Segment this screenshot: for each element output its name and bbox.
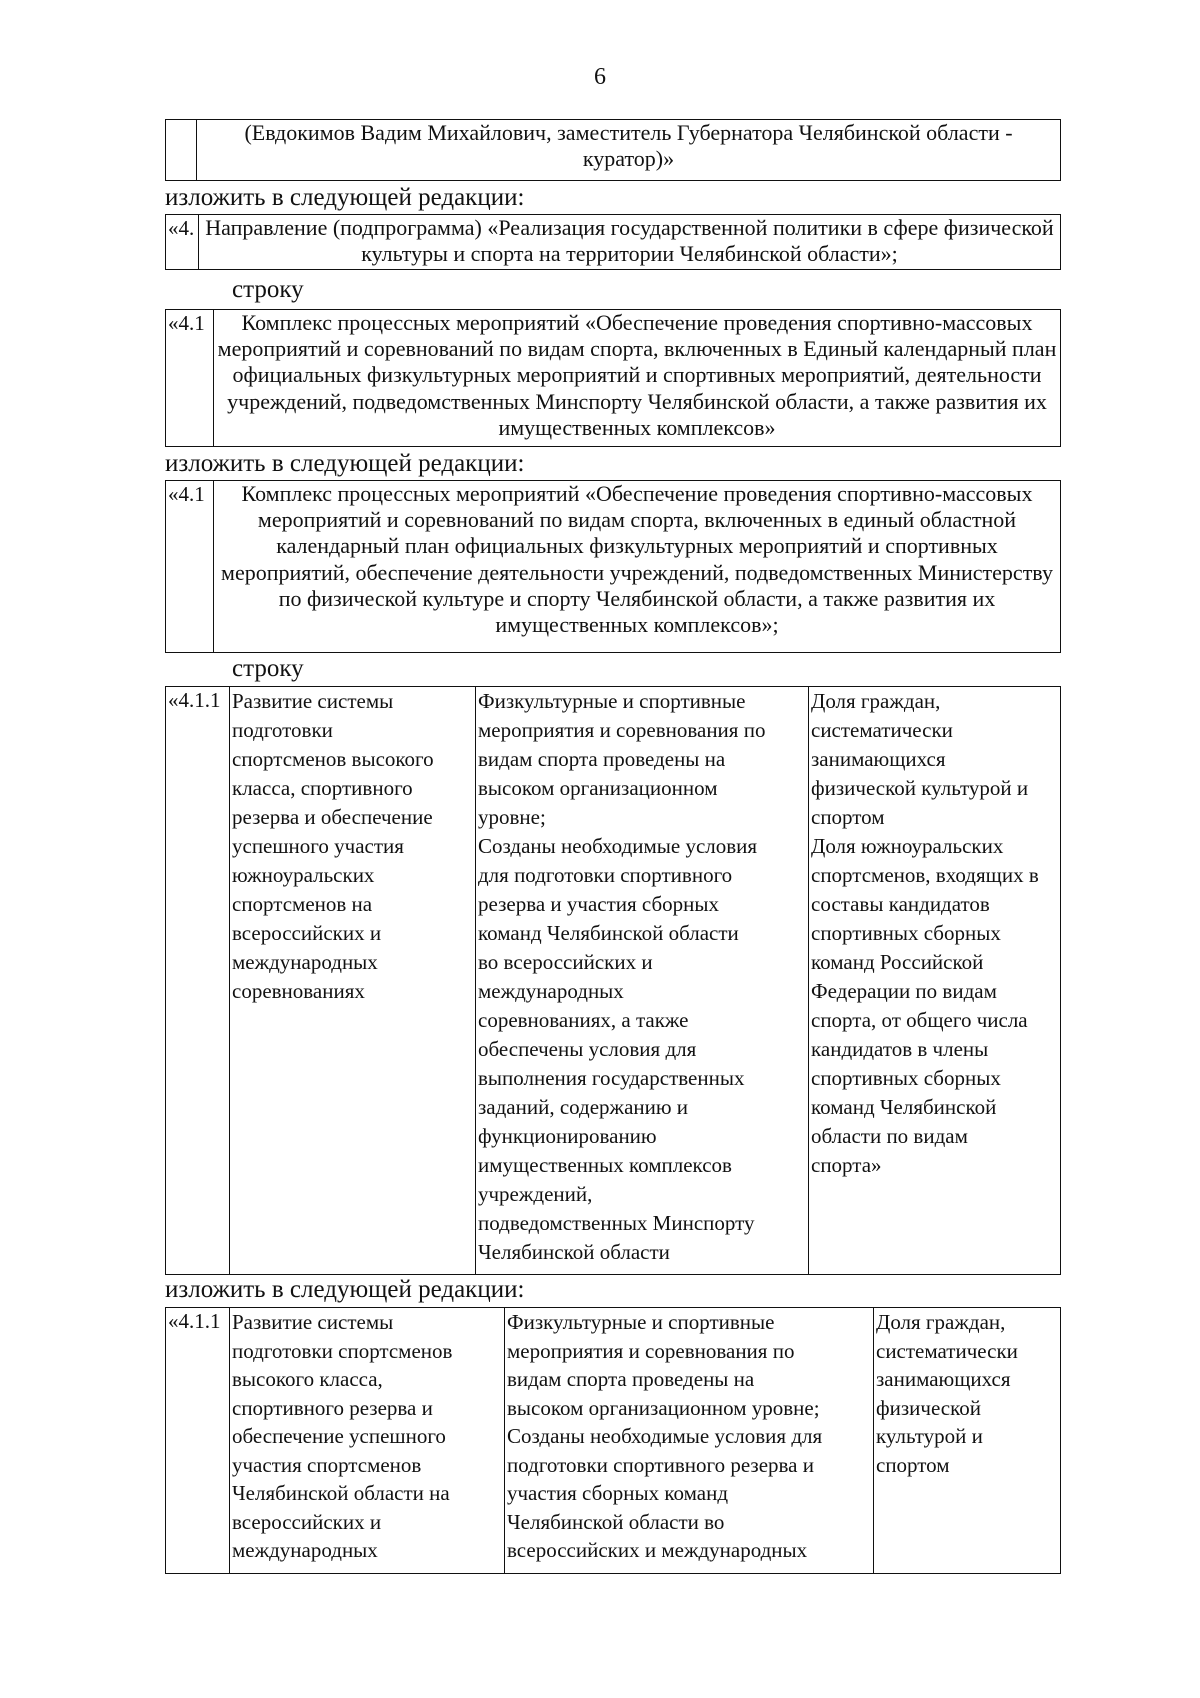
project-new-indicators: Доля граждан, систематически занимающихся физической культурой и спортом bbox=[874, 1308, 1061, 1574]
label-row-2: строку bbox=[232, 655, 304, 682]
project-new-results: Физкультурные и спортивные мероприятия и соревнования по видам спорта проведены на высоком организационном уровне; Созданы необходимые условия для подготовки спортивного резерва и участия сборных команд Челябинской области во всероссийских и международных bbox=[505, 1308, 874, 1574]
heading-revise-1: изложить в следующей редакции: bbox=[165, 184, 525, 211]
direction-number: «4. bbox=[166, 215, 199, 270]
project-old-indicators: Доля граждан, систематически занимающихся физической культурой и спортом Доля южноуральских спортсменов, входящих в составы кандидатов спортивных сборных команд Российской Федерации по видам спорта, от общего числа кандидатов в члены спортивных сборных команд Челябинской области по видам спорта» bbox=[809, 687, 1061, 1275]
curator-text: (Евдокимов Вадим Михайлович, заместитель Губернатора Челябинской области - куратор)» bbox=[197, 120, 1061, 181]
complex-old-table bbox=[165, 309, 1061, 447]
label-row-1: строку bbox=[232, 276, 304, 303]
direction-text: Направление (подпрограмма) «Реализация государственной политики в сфере физической культуры и спорта на территории Челябинской области»; bbox=[199, 215, 1061, 270]
direction-table bbox=[165, 214, 1061, 270]
project-old-results: Физкультурные и спортивные мероприятия и соревнования по видам спорта проведены на высоком организационном уровне; Созданы необходимые условия для подготовки спортивного резерва и участия сборных команд Челябинской области во всероссийских и международных соревнованиях, а также обеспечены условия для выполнения государственных заданий, содержанию и функционированию имущественных комплексов учреждений, подведомственных Минспорту Челябинской области bbox=[476, 687, 809, 1275]
complex-new-text: Комплекс процессных мероприятий «Обеспечение проведения спортивно-массовых мероприятий и соревнований по видам спорта, включенных в единый областной календарный план официальных физкультурных мероприятий и спортивных мероприятий, обеспечение деятельности учреждений, подведомственных Министерству по физической культуре и спорту Челябинской области, а также развития их имущественных комплексов»; bbox=[214, 481, 1061, 653]
complex-new-table bbox=[165, 480, 1061, 653]
complex-new-number: «4.1 bbox=[166, 481, 214, 653]
project-old-number: «4.1.1 bbox=[166, 687, 230, 1275]
heading-revise-3: изложить в следующей редакции: bbox=[165, 1276, 525, 1303]
heading-revise-2: изложить в следующей редакции: bbox=[165, 450, 525, 477]
complex-old-number: «4.1 bbox=[166, 310, 214, 447]
complex-old-text: Комплекс процессных мероприятий «Обеспечение проведения спортивно-массовых мероприятий и соревнований по видам спорта, включенных в Единый календарный план официальных физкультурных мероприятий и спортивных мероприятий, деятельности учреждений, подведомственных Минспорту Челябинской области, а также развития их имущественных комплексов» bbox=[214, 310, 1061, 447]
project-old-table bbox=[165, 686, 1061, 1275]
project-new-table bbox=[165, 1307, 1061, 1574]
project-new-title: Развитие системы подготовки спортсменов высокого класса, спортивного резерва и обеспечение успешного участия спортсменов Челябинской области на всероссийских и международных bbox=[230, 1308, 505, 1574]
page-number: 6 bbox=[594, 64, 606, 90]
project-old-title: Развитие системы подготовки спортсменов высокого класса, спортивного резерва и обеспечение успешного участия южноуральских спортсменов на всероссийских и международных соревнованиях bbox=[230, 687, 476, 1275]
curator-table bbox=[165, 119, 1061, 181]
curator-number-cell bbox=[166, 120, 197, 181]
project-new-number: «4.1.1 bbox=[166, 1308, 230, 1574]
